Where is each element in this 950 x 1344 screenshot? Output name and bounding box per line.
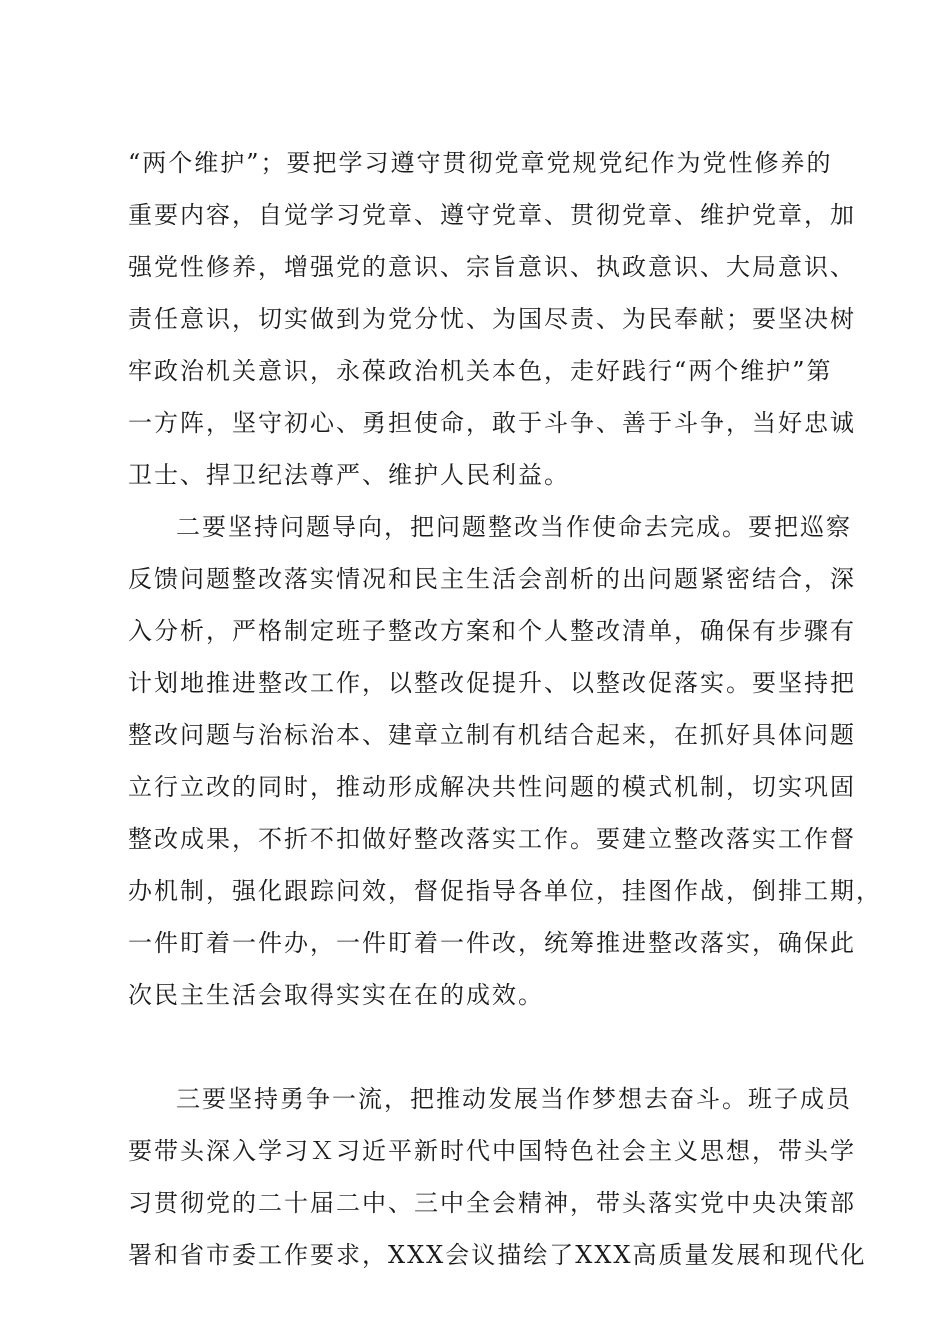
text-line: 办机制，强化跟踪问效，督促指导各单位，挂图作战，倒排工期，	[128, 877, 882, 905]
text-line: 整改成果，不折不扣做好整改落实工作。要建立整改落实工作督	[128, 825, 856, 853]
text-line: 整改问题与治标治本、建章立制有机结合起来，在抓好具体问题	[128, 721, 856, 749]
paragraph-3	[128, 1073, 867, 1281]
text-line: 一件盯着一件办，一件盯着一件改，统筹推进整改落实，确保此	[128, 929, 856, 957]
text-line: 反馈问题整改落实情况和民主生活会剖析的出问题紧密结合，深	[128, 565, 856, 593]
paragraph-1	[128, 137, 856, 501]
text-line: “两个维护”；要把学习遵守贯彻党章党规党纪作为党性修养的	[128, 149, 833, 177]
paragraph-2	[128, 501, 882, 1073]
text-line: 习贯彻党的二十届二中、三中全会精神，带头落实党中央决策部	[128, 1189, 856, 1217]
document-body	[128, 137, 882, 1281]
text-line: 署和省市委工作要求，XXX会议描绘了XXX高质量发展和现代化	[128, 1241, 867, 1269]
text-line: 一方阵，坚守初心、勇担使命，敢于斗争、善于斗争，当好忠诚	[128, 409, 856, 437]
text-line: 入分析，严格制定班子整改方案和个人整改清单，确保有步骤有	[128, 617, 856, 645]
text-line: 卫士、捍卫纪法尊严、维护人民利益。	[128, 461, 570, 489]
text-line: 要带头深入学习Ｘ习近平新时代中国特色社会主义思想，带头学	[128, 1137, 856, 1165]
text-line: 责任意识，切实做到为党分忧、为国尽责、为民奉献；要坚决树	[128, 305, 856, 333]
text-line: 立行立改的同时，推动形成解决共性问题的模式机制，切实巩固	[128, 773, 856, 801]
text-line: 二要坚持问题导向，把问题整改当作使命去完成。要把巡察	[176, 513, 852, 541]
text-line: 牢政治机关意识，永葆政治机关本色，走好践行“两个维护”第	[128, 357, 833, 385]
text-line: 三要坚持勇争一流，把推动发展当作梦想去奋斗。班子成员	[176, 1085, 852, 1113]
text-line: 计划地推进整改工作，以整改促提升、以整改促落实。要坚持把	[128, 669, 856, 697]
text-line	[128, 1021, 818, 1073]
text-line: 次民主生活会取得实实在在的成效。	[128, 981, 544, 1009]
text-line: 重要内容，自觉学习党章、遵守党章、贯彻党章、维护党章，加	[128, 201, 856, 229]
text-line: 强党性修养，增强党的意识、宗旨意识、执政意识、大局意识、	[128, 253, 856, 281]
